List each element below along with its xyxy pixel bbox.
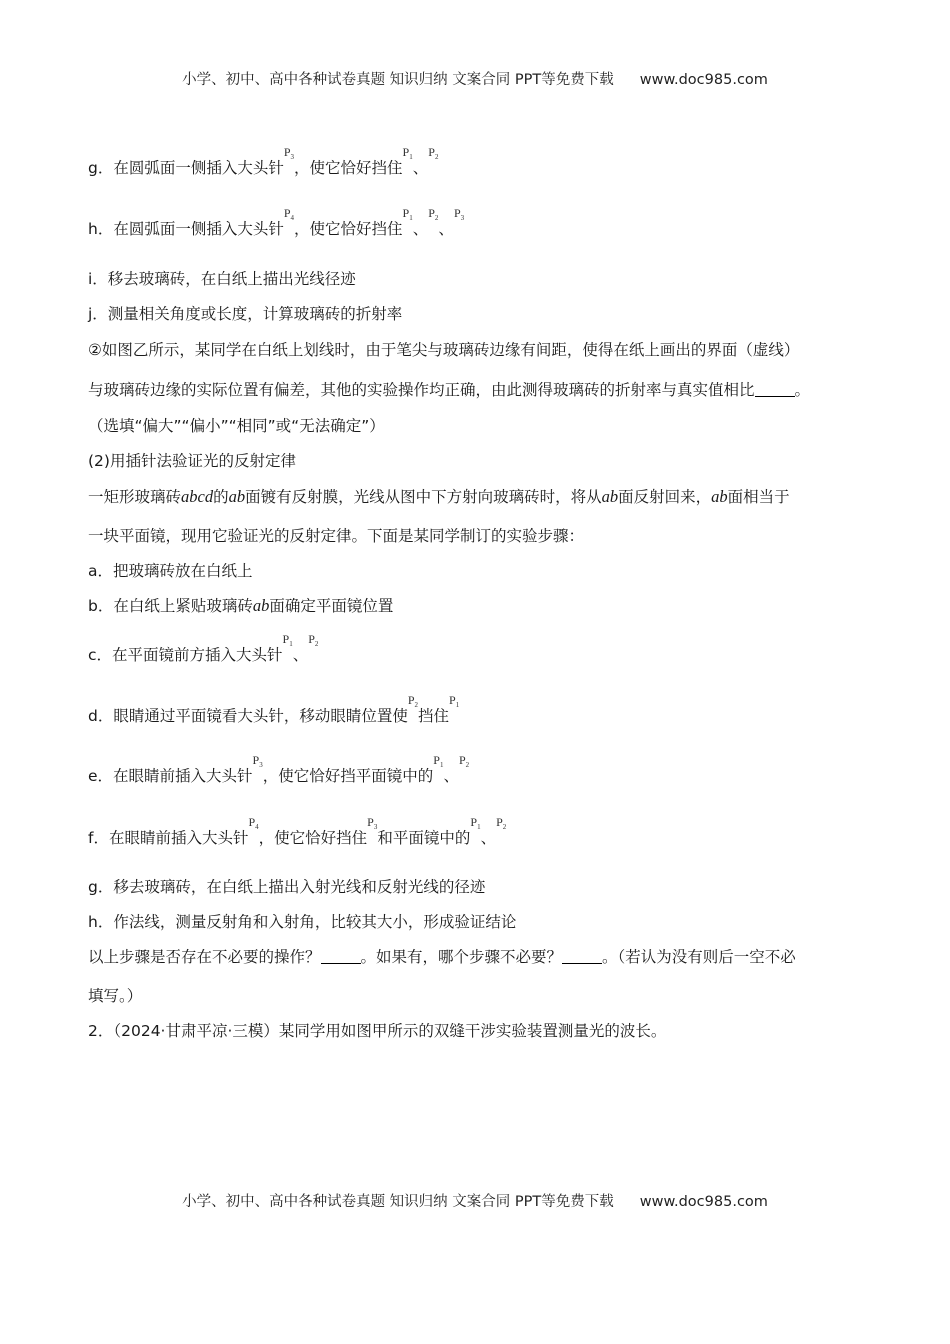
step-2a: a．把玻璃砖放在白纸上 — [88, 562, 253, 580]
step-1j: j．测量相关角度或长度，计算玻璃砖的折射率 — [88, 305, 403, 323]
step-1i: i．移去玻璃砖，在白纸上描出光线径迹 — [88, 270, 356, 288]
step-2e: e．在眼睛前插入大头针$P_3$，使它恰好挡平面镜中的$P_1$、$P_2$ — [88, 766, 469, 792]
answer-blank-2[interactable] — [562, 948, 602, 964]
q2-line2: 与玻璃砖边缘的实际位置有偏差，其他的实验操作均正确，由此测得玻璃砖的折射率与真实值相比 。 — [88, 381, 811, 399]
pin-p3: $P_3$ — [453, 206, 465, 222]
header-site: www.doc985.com — [639, 72, 768, 88]
step-2c: c．在平面镜前方插入大头针$P_1$、$P_2$ — [88, 645, 318, 671]
pin-p4: $P_4$ — [283, 206, 295, 222]
pin-p2: $P_2$ — [428, 206, 439, 222]
footer-text: 小学、初中、高中各种试卷真题 知识归纳 文案合同 PPT等免费下载 — [182, 1194, 614, 1210]
problem-2: 2．（2024·甘肃平凉·三模）某同学用如图甲所示的双缝干涉实验装置测量光的波长。 — [88, 1022, 667, 1040]
pin-p1: $P_1$ — [449, 693, 460, 709]
step-2h: h．作法线，测量反射角和入射角，比较其大小，形成验证结论 — [88, 913, 517, 931]
step-1g: g．在圆弧面一侧插入大头针$P_3$，使它恰好挡住$P_1$、$P_2$ — [88, 158, 438, 184]
pin-p4: $P_4$ — [248, 815, 259, 831]
pin-p3: $P_3$ — [283, 145, 295, 161]
part2-title: (2)用插针法验证光的反射定律 — [88, 452, 296, 470]
step-2g: g．移去玻璃砖，在白纸上描出入射光线和反射光线的径迹 — [88, 878, 486, 896]
pin-p1: $P_1$ — [402, 206, 413, 222]
pin-p1: $P_1$ — [282, 632, 293, 648]
part2-intro2: 一块平面镜，现用它验证光的反射定律。下面是某同学制订的实验步骤： — [88, 527, 585, 545]
step-2f: f．在眼睛前插入大头针$P_4$，使它恰好挡住$P_3$和平面镜中的$P_1$、$P_2$ — [88, 828, 506, 854]
answer-blank[interactable] — [755, 381, 795, 397]
pin-p2: $P_2$ — [407, 693, 419, 709]
pin-p3: $P_3$ — [252, 753, 263, 769]
pin-p2: $P_2$ — [458, 753, 470, 769]
pin-p2: $P_2$ — [428, 145, 439, 161]
page-footer — [0, 1190, 950, 1211]
q2-line3: （选填“偏大”“偏小”“相同”或“无法确定”） — [88, 417, 385, 435]
step-2d: d．眼睛通过平面镜看大头针，移动眼睛位置使$P_2$挡住$P_1$ — [88, 706, 459, 732]
pin-p1: $P_1$ — [470, 815, 481, 831]
part2-intro1: 一矩形玻璃砖abcd的ab面镀有反射膜，光线从图中下方射向玻璃砖时，将从ab面反射回来，ab面相当于 — [88, 487, 790, 506]
header-text: 小学、初中、高中各种试卷真题 知识归纳 文案合同 PPT等免费下载 — [182, 72, 614, 88]
pin-p3: $P_3$ — [367, 815, 378, 831]
pin-p1: $P_1$ — [402, 145, 413, 161]
step-1h: h．在圆弧面一侧插入大头针$P_4$，使它恰好挡住$P_1$、$P_2$、$P_3$ — [88, 219, 464, 245]
part2-question-cont: 填写。） — [88, 987, 143, 1005]
part2-question: 以上步骤是否存在不必要的操作？ 。如果有，哪个步骤不必要？ 。（若认为没有则后一空不必 — [88, 948, 796, 966]
step-2b: b．在白纸上紧贴玻璃砖ab面确定平面镜位置 — [88, 596, 394, 615]
page-header — [0, 68, 950, 89]
pin-p2: $P_2$ — [496, 815, 507, 831]
q2-line1: ②如图乙所示，某同学在白纸上划线时，由于笔尖与玻璃砖边缘有间距，使得在纸上画出的界面（虚线） — [88, 341, 800, 359]
footer-site: www.doc985.com — [639, 1194, 768, 1210]
pin-p2: $P_2$ — [308, 632, 319, 648]
answer-blank-1[interactable] — [321, 948, 361, 964]
pin-p1: $P_1$ — [433, 753, 444, 769]
